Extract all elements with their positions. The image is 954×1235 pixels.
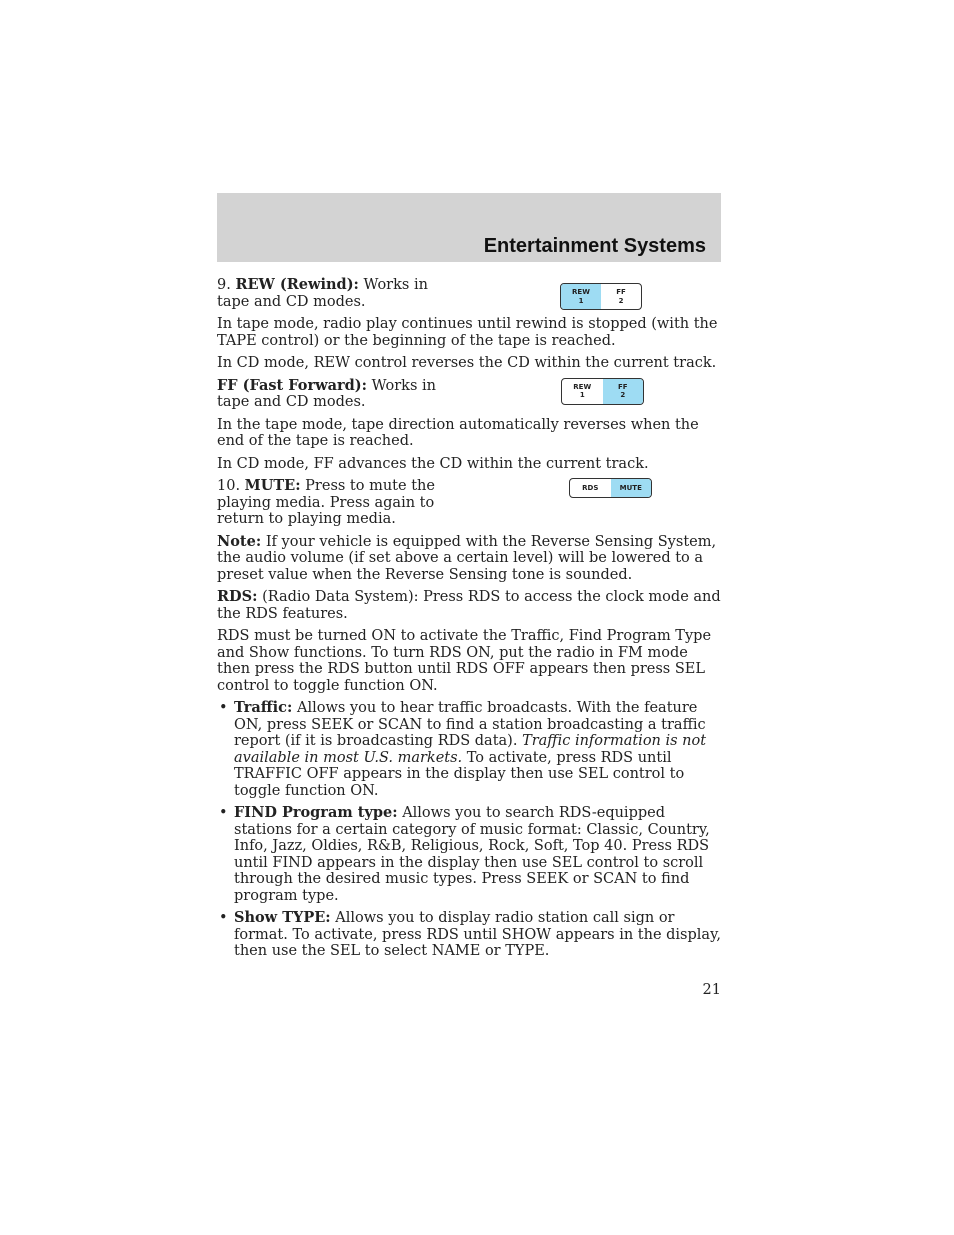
bullet-icon: •	[219, 910, 228, 926]
item-number: 10.	[217, 478, 241, 494]
rew-ff-button-ff-highlight	[561, 378, 644, 405]
mute-paragraph	[217, 478, 469, 528]
list-item: • Show TYPE: Allows you to display radio station call sign or format. To activate, press RDS until SHOW appears in the display, then use the SEL to select NAME or TYPE.	[219, 909, 721, 959]
ff-cd-paragraph: In CD mode, FF advances the CD within the current track.	[217, 455, 649, 472]
ff-button-half: FF 2	[616, 288, 626, 305]
rew-lead-text: Works in tape and CD modes.	[217, 277, 428, 310]
ff-lead-paragraph	[217, 378, 472, 411]
ff-button-half: FF 2	[603, 379, 644, 404]
bullet-icon: •	[219, 700, 228, 716]
page-number: 21	[702, 982, 721, 998]
ff-term: FF (Fast Forward):	[217, 376, 367, 394]
mute-term: MUTE:	[244, 477, 301, 494]
note-paragraph: Note: If your vehicle is equipped with the Reverse Sensing System, the audio volume (if set above a certain level) will be lowered to a preset value when the Reverse Sensing tone is sounded.	[217, 532, 717, 583]
ff-section	[217, 378, 721, 473]
section-header-band	[217, 193, 721, 262]
list-item: • Traffic: Allows you to hear traffic broadcasts. With the feature ON, press SEEK or SCAN to find a station broadcasting a traffic report (if it is broadcasting RDS data). Traffic information is not available in most U.S. markets. To activate, press RDS until TRAFFIC OFF appears in the display then use SEL control to toggle function ON.	[219, 699, 707, 799]
rew-term: REW (Rewind):	[235, 276, 359, 293]
rew-button-half: REW 1	[561, 284, 601, 309]
mute-section	[217, 478, 721, 528]
rew-section	[217, 277, 721, 372]
rds-button-half: RDS	[582, 484, 599, 492]
mute-lead-text: Press to mute the playing media. Press again to return to playing media.	[217, 478, 435, 527]
list-item: • FIND Program type: Allows you to search RDS-equipped stations for a certain category of music format: Classic, Country, Info, Jazz, Oldies, R&B, Religious, Rock, Soft, Top 40. Press RDS until FIND appears in the display then use SEL control to scroll through the desired music types. Press SEEK or SCAN to find program type.	[219, 804, 710, 904]
bullet-term: Traffic:	[234, 699, 293, 716]
ff-lead-text: Works in tape and CD modes.	[217, 377, 436, 410]
rew-ff-button-rew-highlight	[560, 283, 642, 310]
rds-term: RDS:	[217, 588, 258, 605]
rew-cd-paragraph: In CD mode, REW control reverses the CD within the current track.	[217, 355, 717, 371]
rew-tape-paragraph: In tape mode, radio play continues until rewind is stopped (with the TAPE control) or the beginning of the tape is reached.	[217, 316, 718, 349]
page-title: Entertainment Systems	[483, 235, 706, 257]
bullet-icon: •	[219, 805, 228, 821]
rds-activation-paragraph: RDS must be turned ON to activate the Traffic, Find Program Type and Show functions. To turn RDS ON, put the radio in FM mode then press the RDS button until RDS OFF appears then press SEL control to toggle function ON.	[217, 628, 712, 694]
item-number: 9.	[217, 277, 231, 293]
note-term: Note:	[217, 532, 262, 550]
rew-button-half: REW 1	[573, 382, 592, 399]
italic-note: Traffic information is not available in most U.S. markets.	[234, 733, 707, 766]
bullet-term: Show TYPE:	[234, 909, 331, 926]
ff-tape-paragraph: In the tape mode, tape direction automatically reverses when the end of the tape is reached.	[217, 416, 699, 449]
rds-paragraph: RDS: (Radio Data System): Press RDS to access the clock mode and the RDS features.	[217, 588, 721, 622]
rds-mute-button-mute-highlight	[569, 478, 652, 498]
bullet-term: FIND Program type:	[234, 804, 398, 821]
page-content	[217, 277, 721, 966]
mute-button-half: MUTE	[611, 479, 652, 497]
rew-lead-paragraph	[217, 277, 457, 310]
